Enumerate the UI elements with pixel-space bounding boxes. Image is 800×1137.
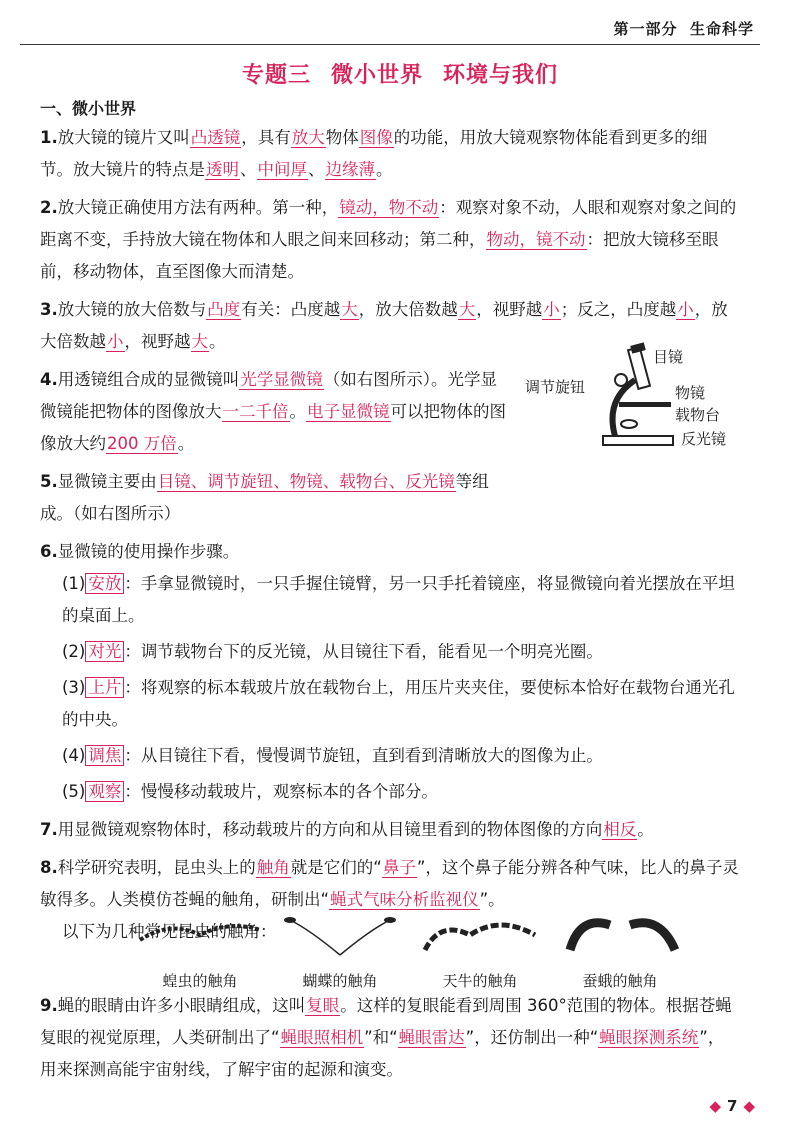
question-1: [40, 122, 740, 186]
butterfly-antenna: [270, 910, 410, 990]
caption: 蝴蝶的触角: [302, 972, 378, 990]
q3-answer: 大: [341, 300, 358, 319]
q4-text: （如右图所示）。光学显微镜能把物体的图像放大: [40, 370, 497, 421]
step-2: [40, 636, 740, 668]
q2-text: ：观察对象不动，人眼和观察对象之间的距离不变，手持放大镜在物体和人眼之间来回移动；第二种，: [40, 198, 737, 249]
step-number: (5): [62, 782, 86, 801]
q8-text: 科学研究表明，昆虫头上的: [57, 858, 256, 877]
q9-text: ”，还仿制出一种“: [465, 1028, 599, 1047]
step-4: [40, 740, 740, 772]
step-text: ：将观察的标本载玻片放在载物台上，用压片夹夹住，要使标本恰好在载物台通光孔的中央。: [62, 678, 735, 729]
q1-answer: 透明: [206, 160, 239, 179]
microscope-diagram: [515, 340, 755, 450]
q4-text: 。: [289, 402, 306, 421]
q1-answer: 放大: [291, 128, 325, 147]
silkmoth-antenna: [550, 910, 690, 990]
q9-answer: 复眼: [306, 996, 340, 1015]
header-part: 第一部分: [613, 20, 678, 38]
step-number: (1): [62, 574, 86, 593]
q1-answer: 边缘薄: [325, 160, 375, 179]
page-number-text: 7: [727, 1097, 738, 1115]
q3-number: 3.: [40, 300, 58, 319]
q8-answer: 蝇式气味分析监视仪: [330, 890, 479, 909]
q9-answer: 蝇眼照相机: [280, 1028, 364, 1047]
q1-answer: 凸透镜: [190, 128, 241, 147]
q8-subtext: 以下为几种常见昆虫的触角：: [62, 922, 277, 941]
caption: 蝗虫的触角: [162, 972, 238, 990]
step-answer: 对光: [85, 641, 124, 662]
caption: 蚕蛾的触角: [582, 972, 658, 990]
q4-text: 。: [177, 434, 195, 453]
caption: 天牛的触角: [442, 972, 518, 990]
step-text: ：慢慢移动载玻片，观察标本的各个部分。: [124, 782, 438, 801]
q1-text: 物体: [325, 128, 359, 147]
q9-text: ”，用来探测高能宇宙射线，了解宇宙的起源和演变。: [40, 1028, 725, 1079]
step-answer: 调焦: [85, 745, 124, 766]
q8-answer: 鼻子: [382, 858, 416, 877]
q8-text: ”，这个鼻子能分辨各种气味，比人的鼻子灵敏得多。人类模仿苍蝇的触角，研制出“: [40, 858, 739, 909]
q5-answer: 目镜、调节旋钮、物镜、载物台、反光镜: [157, 472, 455, 491]
step-5: [40, 776, 740, 808]
q1-answer: 中间厚: [257, 160, 307, 179]
label-eyepiece: 目镜: [653, 348, 684, 366]
title-topic: 专题三: [241, 63, 311, 88]
page-header: [614, 18, 754, 39]
question-9: [40, 990, 740, 1086]
q3-answer: 小: [107, 332, 124, 351]
q3-answer: 小: [543, 300, 560, 319]
q4-answer: 电子显微镜: [307, 402, 390, 421]
q3-text: 放大镜的放大倍数与: [57, 300, 207, 319]
question-4: [40, 364, 510, 460]
silkmoth-antenna-icon: [550, 910, 690, 960]
label-knob: 调节旋钮: [525, 378, 586, 396]
longhorn-antenna-icon: [410, 910, 550, 960]
q5-number: 5.: [40, 472, 58, 491]
q1-text: 的功能，用放大镜观察物体能看到更多的细节。放大镜片的特点是: [40, 128, 708, 179]
label-stage: 载物台: [675, 406, 721, 424]
q3-text: ；反之，凸度越: [560, 300, 677, 319]
q6-text: 显微镜的使用操作步骤。: [57, 542, 240, 561]
q5-text: 等组成。（如右图所示）: [40, 472, 489, 523]
q4-text: 可以把物体的图像放大约: [40, 402, 506, 453]
q3-answer: 大: [191, 332, 208, 351]
q2-answer: 物动，镜不动: [486, 230, 586, 249]
q3-text: ，放大倍数越: [40, 300, 728, 351]
q4-answer: 一二千倍: [222, 402, 289, 421]
q1-text: 。: [376, 160, 393, 179]
section-heading: 一、微小世界: [40, 99, 137, 118]
q3-text: ，放大倍数越: [358, 300, 458, 319]
step-1: [40, 568, 740, 632]
q8-number: 8.: [40, 858, 58, 877]
locust-antenna: [130, 910, 270, 990]
q9-text: 蝇的眼睛由许多小眼睛组成，这叫: [57, 996, 306, 1015]
page-number: ◆ 7 ◆: [709, 1097, 755, 1115]
q7-text: 用显微镜观察物体时，移动载玻片的方向和从目镜里看到的物体图像的方向: [57, 820, 603, 839]
step-number: (4): [62, 746, 86, 765]
step-answer: 安放: [85, 573, 124, 594]
q4-number: 4.: [40, 370, 58, 389]
q3-text: 。: [209, 332, 226, 351]
step-number: (3): [62, 678, 86, 697]
question-9-block: [40, 990, 740, 1092]
question-7: [40, 814, 740, 846]
question-5: [40, 466, 510, 530]
q4-answer: 200 万倍: [107, 434, 177, 453]
q2-answer: 镜动，物不动: [339, 198, 439, 217]
q2-text: ：把放大镜移至眼前，移动物体，直至图像大而清楚。: [40, 230, 719, 281]
q4-answer: 光学显微镜: [240, 370, 323, 389]
page-title: [0, 58, 800, 89]
question-2: [40, 192, 740, 288]
q7-answer: 相反: [603, 820, 637, 839]
q1-answer: 图像: [359, 128, 393, 147]
q8-text: 就是它们的“: [290, 858, 382, 877]
q1-text: 、: [308, 160, 325, 179]
q1-text: 、: [240, 160, 257, 179]
q6-number: 6.: [40, 542, 58, 561]
q1-text: ，具有: [241, 128, 291, 147]
longhorn-antenna: [410, 910, 550, 990]
header-divider: [20, 44, 760, 45]
q8-answer: 触角: [256, 858, 290, 877]
step-answer: 上片: [85, 677, 124, 698]
q8-text: ”。: [479, 890, 505, 909]
locust-antenna-icon: [130, 910, 270, 960]
q9-answer: 蝇眼探测系统: [599, 1028, 699, 1047]
step-text: ：手拿显微镜时，一只手握住镜臂，另一只手托着镜座，将显微镜向着光摆放在平坦的桌面上。: [62, 574, 735, 625]
q5-text: 显微镜主要由: [57, 472, 157, 491]
q9-text: 。这样的复眼能看到周围 360°范围的物体。根据苍蝇复眼的视觉原理，人类研制出了“: [40, 996, 732, 1047]
q7-text: 。: [637, 820, 654, 839]
step-answer: 观察: [85, 781, 124, 802]
q3-answer: 小: [677, 300, 694, 319]
label-mirror: 反光镜: [681, 430, 727, 448]
question-6: [40, 536, 740, 808]
label-objective: 物镜: [675, 384, 706, 402]
q3-text: ，视野越: [476, 300, 543, 319]
q3-text: 有关：凸度越: [241, 300, 341, 319]
q2-text: 放大镜正确使用方法有两种。第一种，: [57, 198, 339, 217]
q3-answer: 凸度: [207, 300, 241, 319]
antennae-figures: [130, 910, 690, 990]
content: [40, 122, 740, 954]
q9-text: ”和“: [364, 1028, 398, 1047]
q4-text: 用透镜组合成的显微镜叫: [57, 370, 240, 389]
q1-text: 放大镜的镜片又叫: [57, 128, 190, 147]
title-part-c: 环境与我们: [443, 63, 559, 88]
q9-answer: 蝇眼雷达: [398, 1028, 465, 1047]
q3-text: ，视野越: [124, 332, 191, 351]
step-text: ：调节载物台下的反光镜，从目镜往下看，能看见一个明亮光圈。: [124, 642, 603, 661]
q1-number: 1.: [40, 128, 58, 147]
q3-answer: 大: [458, 300, 476, 319]
q7-number: 7.: [40, 820, 58, 839]
title-part-b: 微小世界: [330, 63, 423, 88]
q2-number: 2.: [40, 198, 58, 217]
step-text: ：从目镜往下看，慢慢调节旋钮，直到看到清晰放大的图像为止。: [124, 746, 603, 765]
step-3: [40, 672, 740, 736]
butterfly-antenna-icon: [270, 910, 410, 960]
step-number: (2): [62, 642, 86, 661]
q9-number: 9.: [40, 996, 58, 1015]
header-subject: 生命科学: [689, 20, 754, 38]
